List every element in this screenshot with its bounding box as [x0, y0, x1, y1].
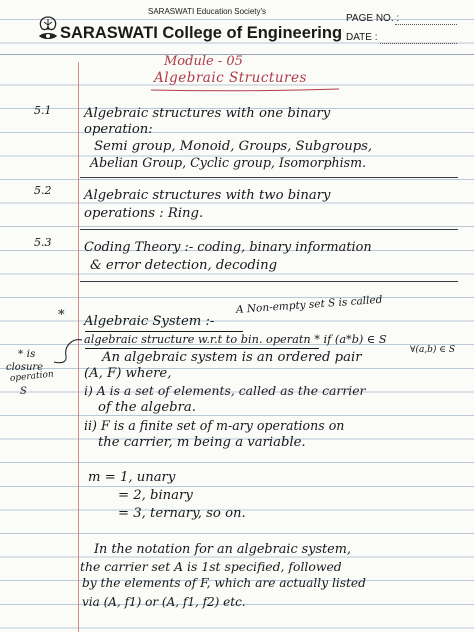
definition-line-3: An algebraic system is an ordered pair — [102, 350, 362, 365]
notation-line-4: via (A, f1) or (A, f1, f2) etc. — [82, 595, 246, 609]
s3-line-1: Coding Theory :- coding, binary information — [84, 240, 372, 255]
section-separator — [80, 281, 458, 282]
side-note-operation: operation — [9, 369, 55, 384]
mary-line-3: = 3, ternary, so on. — [118, 506, 246, 521]
s2-line-1: Algebraic structures with two binary — [84, 188, 331, 203]
definition-line-7: ii) F is a finite set of m-ary operations on — [84, 418, 345, 433]
notation-line-1: In the notation for an algebraic system, — [94, 542, 351, 557]
notation-line-3: by the elements of F, which are actually listed — [82, 576, 366, 590]
definition-star: * — [58, 308, 65, 323]
s1-line-2: operation: — [84, 122, 153, 137]
s1-line-4: Abelian Group, Cyclic group, Isomorphism. — [90, 155, 367, 170]
s3-line-2: & error detection, decoding — [90, 258, 278, 273]
college-logo-icon — [36, 14, 60, 46]
definition-line-6: of the algebra. — [98, 400, 196, 415]
definition-line-2: algebraic structure w.r.t to bin. operatn * if (a*b) ∈ S — [84, 333, 387, 346]
definition-heading: Algebraic System :- — [84, 314, 215, 329]
college-name: SARASWATI College of Engineering — [60, 24, 343, 42]
definition-line-2-note: ∀(a,b) ∈ S — [410, 345, 455, 355]
section-number-5-1: 5.1 — [34, 104, 52, 117]
mary-line-1: m = 1, unary — [88, 470, 176, 485]
s2-line-2: operations : Ring. — [84, 206, 204, 221]
side-note-arrow — [44, 336, 84, 366]
page-no-label: PAGE NO. : — [346, 13, 400, 24]
side-note-s: S — [20, 386, 27, 397]
title-underline — [150, 88, 340, 92]
notation-line-2: the carrier set A is 1st specified, followed — [80, 559, 342, 574]
section-separator — [80, 229, 458, 230]
section-separator — [80, 177, 458, 178]
module-number: Module - 05 — [164, 54, 243, 69]
side-note-star: * is — [18, 348, 36, 360]
s1-line-1: Algebraic structures with one binary — [84, 106, 331, 121]
definition-line-4: (A, F) where, — [84, 366, 172, 381]
society-name: SARASWATI Education Society's — [148, 7, 267, 16]
mary-line-2: = 2, binary — [118, 488, 193, 503]
section-number-5-3: 5.3 — [34, 236, 52, 249]
module-title: Algebraic Structures — [154, 70, 307, 86]
definition-line-8: the carrier, m being a variable. — [98, 435, 306, 450]
date-field — [380, 43, 457, 44]
section-number-5-2: 5.2 — [34, 184, 52, 197]
definition-line-5: i) A is a set of elements, called as the carrier — [84, 383, 366, 398]
date-label: DATE : — [346, 32, 378, 43]
page-no-field — [395, 24, 457, 25]
definition-heading-cont: A Non-empty set S is called — [235, 293, 383, 316]
s1-line-3: Semi group, Monoid, Groups, Subgroups, — [94, 139, 373, 154]
side-note-closure: closure — [6, 362, 44, 373]
